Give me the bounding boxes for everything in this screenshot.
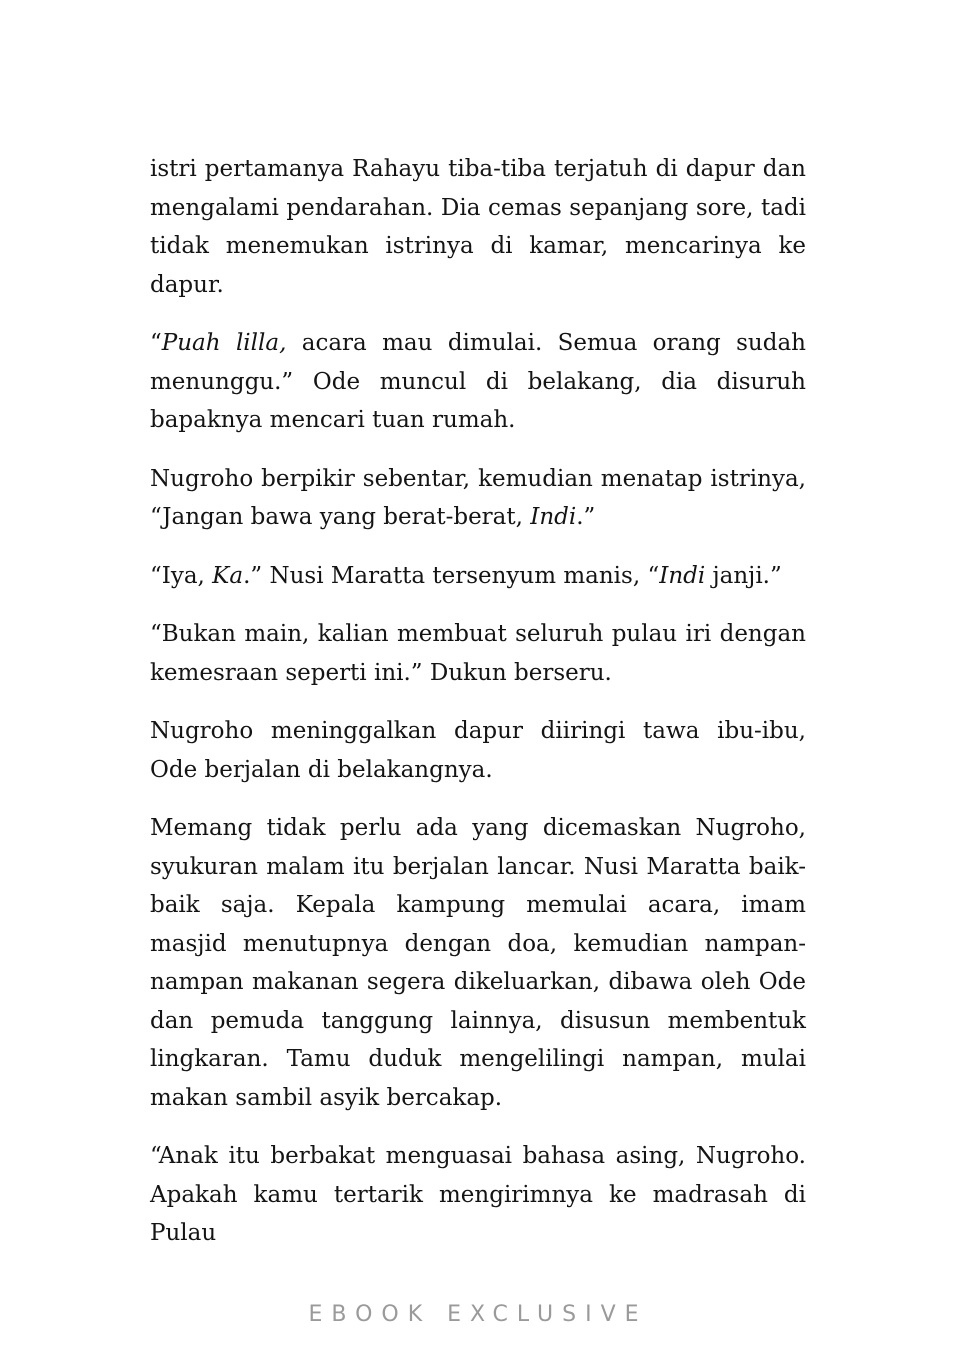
italic-run: Ka [212,562,244,589]
paragraph-1 [150,150,806,304]
text-run: istri pertamanya Rahayu tiba-tiba terjatuh di dapur dan mengalami pendarahan. Dia cemas sepanjang sore, tadi tidak menemukan istrinya di kamar, mencarinya ke dapur. [150,156,806,298]
text-run: “ [150,330,162,356]
italic-run: Puah lilla, [161,330,287,356]
text-run: .” [576,504,596,530]
italic-run: Indi [659,562,706,589]
text-run: “Bukan main, kalian membuat seluruh pulau iri dengan kemesraan seperti ini.” Dukun berseru. [150,621,806,686]
paragraph-4 [150,557,806,596]
text-run: janji.” [705,562,782,589]
ebook-exclusive-footer: EBOOK EXCLUSIVE [308,1302,648,1327]
paragraph-6 [150,712,806,789]
text-run: “Iya, [150,562,213,589]
text-run: Nugroho meninggalkan dapur diiringi tawa ibu-ibu, Ode berjalan di belakangnya. [150,718,806,783]
paragraph-3 [150,460,806,537]
text-run: Nugroho berpikir sebentar, kemudian menatap istrinya, “Jangan bawa yang berat-berat, [150,465,806,530]
paragraph-7 [150,809,806,1117]
paragraph-8 [150,1137,806,1253]
text-run: acara mau dimulai. Semua orang sudah menunggu.” Ode muncul di belakang, dia disuruh bapaknya mencari tuan rumah. [150,330,806,433]
page-body [150,150,806,1273]
text-run: .” Nusi Maratta tersenyum manis, “ [243,562,660,589]
italic-run: Indi [530,504,577,530]
text-run: “Anak itu berbakat menguasai bahasa asing, Nugroho. Apakah kamu tertarik mengirimnya ke madrasah di Pulau [150,1143,806,1246]
text-run: Memang tidak perlu ada yang dicemaskan Nugroho, syukuran malam itu berjalan lancar. Nusi Maratta baik-baik saja. Kepala kampung memulai acara, imam masjid menutupnya dengan doa, kemudian nampan-nampan makanan segera dikeluarkan, dibawa oleh Ode dan pemuda tanggung lainnya, disusun membentuk lingkaran. Tamu duduk mengelilingi nampan, mulai makan sambil asyik bercakap. [150,815,806,1111]
paragraph-5 [150,615,806,692]
paragraph-2 [150,324,806,440]
